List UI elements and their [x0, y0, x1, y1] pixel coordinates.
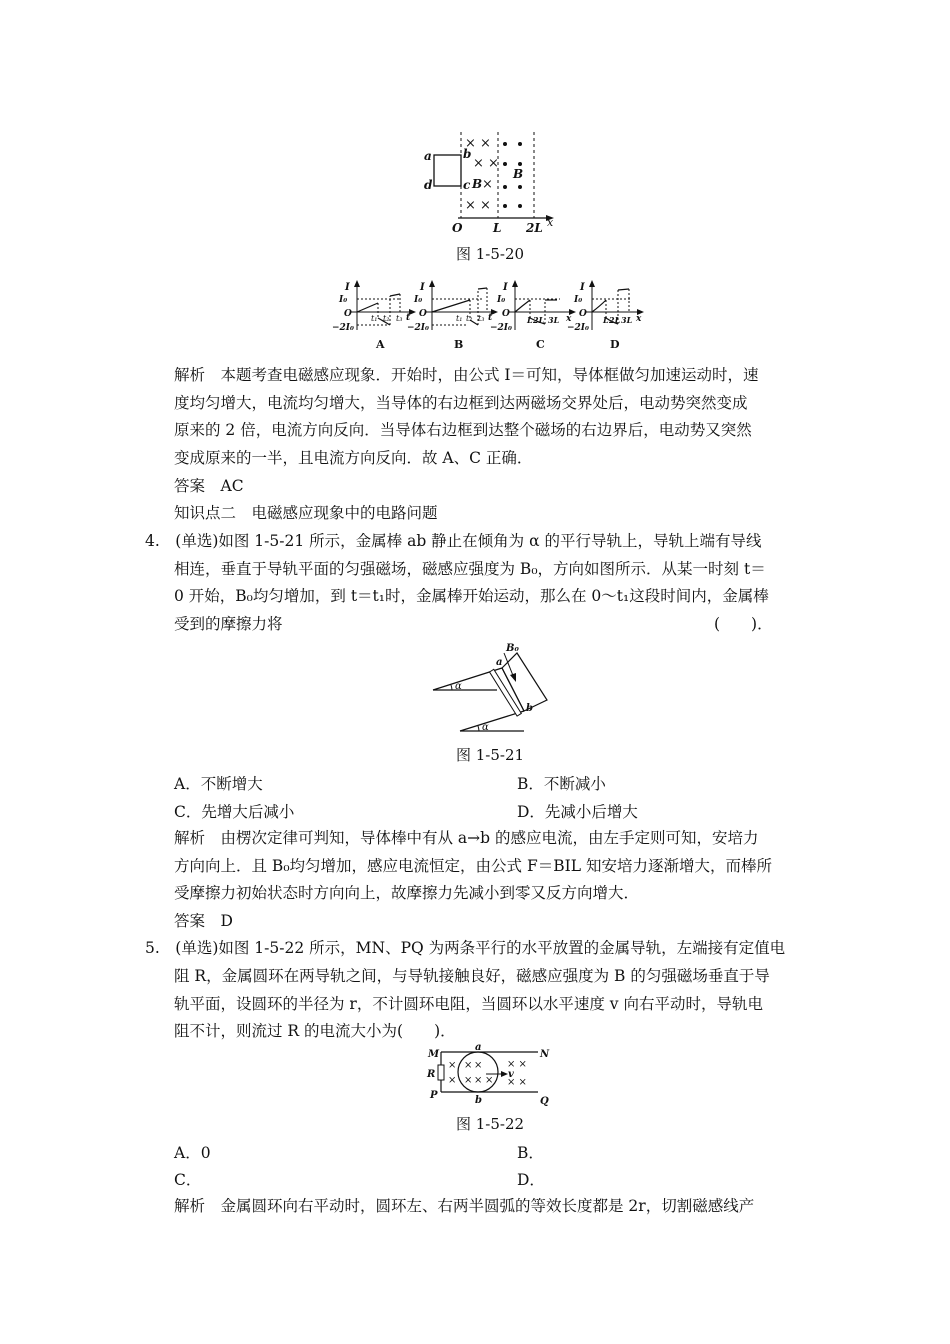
- label-N: N: [540, 1049, 550, 1060]
- answer-3: 答案 AC: [174, 477, 244, 495]
- analysis-3-line-4: 变成原来的一半，且电流方向反向．故 A、C 正确．: [174, 449, 533, 467]
- svg-text:−2I₀: −2I₀: [332, 323, 354, 333]
- label-a: a: [475, 1042, 482, 1053]
- axis-label-x: x: [547, 216, 554, 229]
- svg-text:× ×: × ×: [507, 1059, 527, 1070]
- svg-text:×: ×: [474, 1060, 483, 1071]
- svg-text:L: L: [603, 315, 609, 325]
- q4-analysis-line-3: 受摩擦力初始状态时方向向上，故摩擦力先减小到零又反方向增大．: [174, 884, 640, 902]
- svg-text:I₀: I₀: [497, 295, 506, 305]
- q4-option-c: C．先增大后减小: [174, 803, 295, 821]
- frame-label-b: b: [463, 147, 472, 161]
- svg-text:× ×: × ×: [465, 136, 491, 151]
- resistor-R: [438, 1065, 444, 1080]
- svg-text:×: ×: [448, 1075, 457, 1086]
- svg-text:×: ×: [482, 177, 493, 192]
- frame-label-a: a: [424, 149, 432, 163]
- svg-text:O: O: [579, 309, 587, 319]
- svg-text:t₁: t₁: [456, 314, 463, 323]
- q5-option-b: B．: [517, 1144, 544, 1162]
- q4-line-4: 受到的摩擦力将: [174, 615, 283, 633]
- svg-text:I: I: [580, 282, 585, 293]
- q4-option-b: B．不断减小: [517, 775, 606, 793]
- axis-label-2L: 2L: [526, 221, 543, 235]
- axis-label-L: L: [493, 221, 502, 235]
- q5-line-2: 阻 R，金属圆环在两导轨之间，与导轨接触良好，磁感应强度为 B 的匀强磁场垂直于导: [174, 967, 770, 985]
- label-P: P: [430, 1090, 438, 1101]
- label-v: v: [508, 1069, 514, 1080]
- frame-label-d: d: [424, 178, 433, 192]
- svg-text:t₁: t₁: [371, 314, 378, 323]
- svg-text:L: L: [527, 315, 533, 325]
- angle-alpha-top: α: [455, 681, 462, 692]
- q5-line-3: 轨平面，设圆环的半径为 r，不计圆环电阻，当圆环以水平速度 v 向右平动时，导轨电: [174, 995, 763, 1013]
- svg-text:×: ×: [464, 1075, 473, 1086]
- analysis-3-line-3: 原来的 2 倍，电流方向反向．当导体右边框到达整个磁场的右边界后，电动势又突然: [174, 421, 752, 439]
- svg-text:O: O: [344, 309, 352, 319]
- frame-label-c: c: [463, 178, 471, 192]
- q4-line-2: 相连，垂直于导轨平面的匀强磁场，磁感应强度为 B₀，方向如图所示．从某一时刻 t＝: [174, 560, 766, 578]
- label-B0: B₀: [506, 643, 519, 654]
- svg-text:×: ×: [474, 1075, 483, 1086]
- svg-text:×: ×: [448, 1060, 457, 1071]
- svg-text:t₃: t₃: [478, 314, 485, 323]
- svg-text:O: O: [502, 309, 510, 319]
- svg-text:× ×: × ×: [507, 1077, 527, 1088]
- svg-text:× ×: × ×: [465, 198, 491, 213]
- axis-origin: O: [452, 221, 463, 235]
- svg-text:−2I₀: −2I₀: [490, 323, 512, 333]
- svg-text:t₂: t₂: [383, 314, 390, 323]
- q5-analysis: 解析 金属圆环向右平动时，圆环左、右两半圆弧的等效长度都是 2r，切割磁感线产: [174, 1197, 755, 1215]
- svg-text:I₀: I₀: [574, 295, 583, 305]
- q4-answer-bracket: ( )．: [714, 615, 773, 633]
- label-a: a: [496, 657, 503, 668]
- svg-text:x: x: [566, 314, 572, 324]
- graph-C-label: C: [536, 338, 545, 351]
- analysis-3-line-1: 解析 本题考查电磁感应现象．开始时，由公式 I＝可知，导体框做匀加速运动时，速: [174, 366, 759, 384]
- svg-text:t₂: t₂: [466, 314, 473, 323]
- svg-text:t₃: t₃: [396, 314, 403, 323]
- svg-text:x: x: [636, 314, 642, 324]
- graph-A-label: A: [376, 338, 385, 351]
- q5-option-a: A．0: [174, 1144, 211, 1162]
- field-label-B-right: B: [513, 167, 524, 181]
- svg-text:−2I₀: −2I₀: [407, 323, 429, 333]
- label-M: M: [428, 1049, 440, 1060]
- q5-line-1: 5. (单选)如图 1-5-22 所示，MN、PQ 为两条平行的水平放置的金属导轨，左端接有定值电: [145, 939, 786, 957]
- q4-answer: 答案 D: [174, 912, 233, 930]
- q4-line-3: 0 开始，B₀均匀增加，到 t＝t₁时，金属棒开始运动，那么在 0～t₁这段时间内，金属棒: [174, 587, 769, 605]
- svg-text:I₀: I₀: [414, 295, 423, 305]
- svg-text:×: ×: [485, 1075, 494, 1086]
- svg-text:I: I: [420, 282, 425, 293]
- svg-text:2L: 2L: [609, 315, 621, 325]
- svg-text:×: ×: [464, 1060, 473, 1071]
- q5-option-d: D．: [517, 1171, 545, 1189]
- figure-1-5-22-caption: 图 1-5-22: [456, 1115, 525, 1133]
- figure-1-5-21-caption: 图 1-5-21: [456, 746, 525, 764]
- svg-text:I: I: [345, 282, 350, 293]
- label-b: b: [526, 703, 533, 714]
- q4-option-a: A．不断增大: [174, 775, 263, 793]
- analysis-3-line-2: 度均匀增大，电流均匀增大，当导体的右边框到达两磁场交界处后，电动势突然变成: [174, 394, 748, 412]
- graph-D-label: D: [610, 338, 620, 351]
- label-Q: Q: [540, 1096, 549, 1107]
- figure-1-5-20-caption: 图 1-5-20: [456, 245, 525, 263]
- q4-option-d: D．先减小后增大: [517, 803, 638, 821]
- svg-text:t: t: [406, 313, 411, 323]
- angle-alpha-bottom: α: [482, 722, 489, 733]
- label-R: R: [427, 1069, 436, 1080]
- q4-line-1: 4. (单选)如图 1-5-21 所示，金属棒 ab 静止在倾角为 α 的平行导轨上，导轨上端有导线: [145, 532, 762, 550]
- svg-text:× ×: × ×: [473, 156, 499, 171]
- svg-text:I₀: I₀: [339, 295, 348, 305]
- knowledge-point-2: 知识点二 电磁感应现象中的电路问题: [174, 504, 438, 522]
- svg-text:I: I: [503, 282, 508, 293]
- field-label-B-left: B: [472, 177, 483, 191]
- label-b: b: [475, 1095, 482, 1106]
- svg-text:O: O: [419, 309, 427, 319]
- metal-ring: [458, 1052, 498, 1092]
- svg-text:−2I₀: −2I₀: [567, 323, 589, 333]
- svg-text:2L: 2L: [533, 315, 545, 325]
- svg-text:3L: 3L: [548, 315, 560, 325]
- svg-text:3L: 3L: [621, 315, 633, 325]
- q4-analysis-line-1: 解析 由楞次定律可判知，导体棒中有从 a→b 的感应电流，由左手定则可知，安培力: [174, 829, 759, 847]
- q5-option-c: C．: [174, 1171, 202, 1189]
- q5-line-4: 阻不计，则流过 R 的电流大小为( )．: [174, 1022, 456, 1040]
- svg-text:t: t: [488, 313, 493, 323]
- graph-B-label: B: [454, 338, 464, 351]
- q4-analysis-line-2: 方向向上．且 B₀均匀增加，感应电流恒定，由公式 F＝BIL 知安培力逐渐增大，而棒所: [174, 857, 772, 875]
